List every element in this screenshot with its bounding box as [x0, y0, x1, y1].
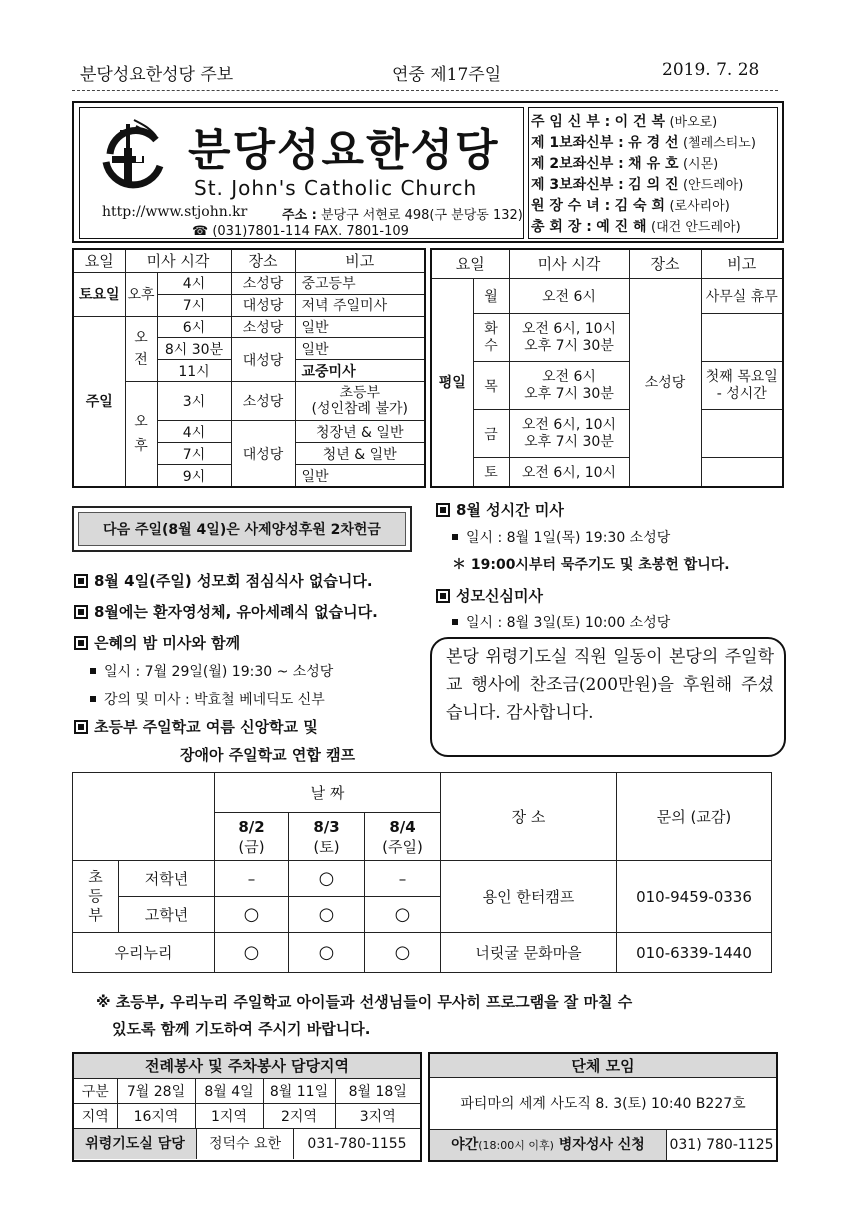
weekday-label: 평일 [431, 278, 473, 487]
bullet-icon [436, 503, 450, 517]
bulletin-date: 2019. 7. 28 [662, 60, 760, 80]
service-cell: 1지역 [195, 1103, 263, 1128]
weekday: 화 수 [473, 314, 509, 362]
mass-time: 4시 [157, 421, 231, 443]
clergy-role: 원 장 수 녀 : [531, 198, 611, 214]
notice-text: 8월 4일(주일) 성모회 점심식사 없습니다. [94, 572, 373, 590]
mourning-phone: 031-780-1155 [307, 1136, 407, 1153]
date-cell [289, 813, 365, 861]
weekday: 금 [473, 410, 509, 458]
corner-cell [73, 773, 215, 861]
clergy-role: 제 1보좌신부 : [531, 135, 624, 151]
mourning-label: 위령기도실 담당 [74, 1129, 197, 1159]
elementary-contact: 010-9459-0336 [617, 861, 772, 933]
date-cell [365, 813, 441, 861]
lower-grade-label: 저학년 [119, 861, 215, 897]
prayer-note-line2: 있도록 함께 기도하여 주시기 바랍니다. [112, 1020, 371, 1038]
mass-note: 사무실 휴무 [701, 278, 783, 313]
mass-note: 일반 [295, 465, 425, 487]
col-day: 요일 [73, 249, 125, 272]
clergy-row [531, 175, 777, 196]
mass-place: 대성당 [231, 421, 295, 487]
elementary-place: 용인 한터캠프 [441, 861, 617, 933]
mass-note: 저녁 주일미사 [295, 294, 425, 316]
mass-time: 7시 [157, 443, 231, 465]
notice-4 [74, 716, 318, 737]
urinuri-label: 우리누리 [73, 933, 215, 973]
bullet-icon [74, 720, 88, 734]
mass-note: 교중미사 [295, 360, 425, 382]
mass-note: 중고등부 [295, 272, 425, 294]
notice-1 [74, 570, 373, 591]
clergy-name: 김 의 진 [628, 177, 679, 193]
service-cell: 8월 18일 [335, 1078, 421, 1103]
clergy-row [531, 154, 777, 175]
address-text: 분당구 서현로 498(구 분당동 132) [320, 208, 523, 223]
note-line: (성인참례 불가) [311, 401, 409, 418]
time-line: 오후 7시 30분 [524, 385, 614, 402]
phone-fax: ☎ (031)7801-114 FAX. 7801-109 [192, 224, 409, 239]
clergy-row [531, 196, 777, 217]
weekday: (토) [313, 837, 340, 856]
saturday-label: 토요일 [73, 272, 125, 316]
mass-time [509, 410, 629, 458]
mass-note [701, 314, 783, 362]
notice-4-line2: 장애아 주일학교 연합 캠프 [180, 746, 356, 764]
clergy-row [531, 133, 777, 154]
service-cell: 2지역 [263, 1103, 335, 1128]
mourning-row [73, 1128, 421, 1161]
date: 8/2 [238, 817, 265, 836]
col-note: 비고 [295, 249, 425, 272]
time-line: 오전 6시, 10시 [521, 416, 617, 433]
donation-thanks-box: 본당 위령기도실 직원 일동이 본당의 주일학교 행사에 찬조금(200만원)을 후원해 주셨습니다. 감사합니다. [430, 637, 786, 757]
sunday-am: 오 전 [125, 316, 157, 381]
note-line: 초등부 [339, 385, 381, 402]
col-place: 장소 [231, 249, 295, 272]
mark: ○ [289, 897, 365, 933]
mass-note: 첫째 목요일 - 성시간 [701, 362, 783, 410]
square-bullet-icon [90, 668, 96, 674]
date-header: 날 짜 [215, 773, 441, 813]
collection-notice-box [72, 506, 412, 552]
col-day: 요일 [431, 249, 509, 278]
sunday-mass-table [72, 248, 426, 488]
mass-place: 소성당 [629, 278, 701, 487]
mark: ○ [365, 933, 441, 973]
col-time: 미사 시각 [125, 249, 231, 272]
weekday: 월 [473, 278, 509, 313]
prayer-note-line1: ※ 초등부, 우리누리 주일학교 아이들과 선생님들이 무사히 프로그램을 잘 마칠 수 [96, 993, 633, 1011]
clergy-baptismal-name: (안드레아) [682, 178, 744, 193]
mass-note [701, 410, 783, 458]
weekday: 목 [473, 362, 509, 410]
mass-time: 7시 [157, 294, 231, 316]
urinuri-place: 너릿굴 문화마을 [441, 933, 617, 973]
mass-note: 청년 & 일반 [295, 443, 425, 465]
mass-note: 청장년 & 일반 [295, 421, 425, 443]
mass-note: 일반 [295, 338, 425, 360]
mark: – [365, 861, 441, 897]
mark: ○ [215, 897, 289, 933]
mass-time: 오전 6시 [509, 278, 629, 313]
weekday: (금) [238, 837, 265, 856]
clergy-row [531, 217, 777, 238]
bullet-icon [74, 636, 88, 650]
notice-text: 은혜의 밤 미사와 함께 [94, 634, 241, 652]
sunday-label: 주일 [73, 316, 125, 487]
clergy-list [528, 107, 778, 239]
night-phone: 031) 780-1125 [669, 1136, 774, 1153]
header-rule [72, 90, 778, 91]
saturday-pm: 오후 [125, 272, 157, 316]
notice-text: 초등부 주일학교 여름 신앙학교 및 [94, 718, 318, 736]
church-name-english: St. John's Catholic Church [194, 176, 478, 200]
service-cell: 구분 [73, 1078, 117, 1103]
clergy-name: 유 경 선 [628, 135, 679, 151]
mass-time: 9시 [157, 465, 231, 487]
notice-detail: 일시 : 8월 1일(목) 19:30 소성당 [466, 530, 671, 546]
col-time: 미사 시각 [509, 249, 629, 278]
notice-detail: 강의 및 미사 : 박효철 베네딕도 신부 [104, 692, 325, 708]
mass-time: 6시 [157, 316, 231, 338]
place-header: 장 소 [441, 773, 617, 861]
liturgical-week: 연중 제17주일 [392, 65, 502, 85]
bullet-icon [436, 589, 450, 603]
mass-note [701, 458, 783, 487]
weekday: (주일) [382, 837, 423, 856]
mass-time: 3시 [157, 381, 231, 420]
col-place: 장소 [629, 249, 701, 278]
service-cell: 3지역 [335, 1103, 421, 1128]
mark: ○ [365, 897, 441, 933]
group-content: 파티마의 세계 사도직 8. 3(토) 10:40 B227호 [429, 1077, 777, 1129]
night-row [429, 1129, 777, 1161]
notice-3 [74, 632, 240, 653]
notice-text: 성모신심미사 [456, 587, 543, 605]
service-cell: 16지역 [117, 1103, 195, 1128]
rosary-note: ＊ 19:00시부터 묵주기도 및 초봉헌 합니다. [452, 557, 730, 573]
mark: ○ [215, 933, 289, 973]
group-title: 단체 모임 [429, 1053, 777, 1077]
contact-header: 문의 (교감) [617, 773, 772, 861]
col-note: 비고 [701, 249, 783, 278]
date: 8/3 [313, 817, 340, 836]
clergy-role: 총 회 장 : [531, 219, 592, 235]
holy-hour-notice [436, 499, 564, 520]
service-cell: 7월 28일 [117, 1078, 195, 1103]
mass-place: 소성당 [231, 381, 295, 420]
mass-note [295, 381, 425, 420]
clergy-role: 주 임 신 부 : [531, 114, 611, 130]
time-line: 오후 7시 30분 [524, 337, 614, 354]
square-bullet-icon [90, 696, 96, 702]
church-logo-icon [98, 118, 168, 190]
clergy-role: 제 2보좌신부 : [531, 156, 624, 172]
mass-note: 일반 [295, 316, 425, 338]
collection-notice: 다음 주일(8월 4일)은 사제양성후원 2차헌금 [78, 512, 406, 546]
night-label-b: (18:00시 이후) [478, 1138, 554, 1152]
notice-text: 8월에는 환자영성체, 유아세례식 없습니다. [94, 603, 378, 621]
time-line: 오후 7시 30분 [524, 433, 614, 450]
banner [72, 101, 784, 243]
mass-place: 대성당 [231, 338, 295, 382]
date-cell [215, 813, 289, 861]
night-sacrament-label [430, 1130, 667, 1160]
service-cell: 8월 11일 [263, 1078, 335, 1103]
clergy-name: 예 진 해 [596, 219, 647, 235]
night-label-a: 야간 [451, 1136, 479, 1153]
notice-detail: 일시 : 8월 3일(토) 10:00 소성당 [466, 615, 671, 631]
marian-mass-notice [436, 585, 543, 606]
notice-detail: 일시 : 7월 29일(월) 19:30 ~ 소성당 [104, 664, 334, 680]
address [282, 204, 523, 223]
bullet-icon [74, 574, 88, 588]
marian-mass-date [452, 612, 670, 632]
clergy-role: 제 3보좌신부 : [531, 177, 624, 193]
mark: – [215, 861, 289, 897]
notice-3-lecture [90, 689, 325, 709]
service-cell: 지역 [73, 1103, 117, 1128]
square-bullet-icon [452, 534, 458, 540]
weekday-mass-table [430, 248, 784, 488]
mass-time [509, 362, 629, 410]
weekday: 토 [473, 458, 509, 487]
bulletin-name: 분당성요한성당 주보 [80, 65, 234, 85]
time-line: 오전 6시 [542, 368, 596, 385]
mass-time: 8시 30분 [157, 338, 231, 360]
mass-time: 4시 [157, 272, 231, 294]
clergy-row [531, 112, 777, 133]
mark: ○ [289, 933, 365, 973]
bullet-icon [74, 605, 88, 619]
mourning-name: 정덕수 요한 [197, 1129, 294, 1159]
mass-time: 11시 [157, 360, 231, 382]
address-label: 주소 : [282, 208, 317, 223]
clergy-baptismal-name: (시몬) [682, 157, 719, 172]
group-table [428, 1052, 778, 1162]
mark: ○ [289, 861, 365, 897]
banner-left [79, 107, 524, 239]
clergy-baptismal-name: (로사리아) [669, 199, 730, 214]
elementary-label: 초 등 부 [73, 861, 119, 933]
notice-3-date [90, 661, 333, 681]
upper-grade-label: 고학년 [119, 897, 215, 933]
urinuri-contact: 010-6339-1440 [617, 933, 772, 973]
website-link[interactable]: http://www.stjohn.kr [102, 204, 248, 220]
clergy-rows [531, 112, 777, 238]
clergy-baptismal-name: (첼레스티노) [682, 136, 756, 151]
notice-2 [74, 601, 378, 622]
clergy-name: 이 건 복 [614, 114, 665, 130]
camp-table [72, 772, 772, 973]
clergy-name: 김 숙 희 [614, 198, 665, 214]
mass-place: 소성당 [231, 272, 295, 294]
mass-place: 소성당 [231, 316, 295, 338]
church-name-korean: 분당성요한성당 [188, 125, 500, 176]
date: 8/4 [389, 817, 416, 836]
holy-hour-date [452, 527, 670, 547]
mass-time: 오전 6시, 10시 [509, 458, 629, 487]
mass-place: 대성당 [231, 294, 295, 316]
service-table [72, 1052, 422, 1162]
clergy-baptismal-name: (바오로) [669, 115, 718, 130]
clergy-baptismal-name: (대건 안드레아) [651, 220, 741, 235]
square-bullet-icon [452, 619, 458, 625]
service-title: 전례봉사 및 주차봉사 담당지역 [73, 1053, 421, 1078]
mass-time [509, 314, 629, 362]
clergy-name: 채 유 호 [628, 156, 679, 172]
night-label-c: 병자성사 신청 [553, 1136, 645, 1153]
time-line: 오전 6시, 10시 [521, 320, 617, 337]
notice-text: 8월 성시간 미사 [456, 501, 564, 519]
sunday-pm: 오 후 [125, 381, 157, 487]
service-cell: 8월 4일 [195, 1078, 263, 1103]
